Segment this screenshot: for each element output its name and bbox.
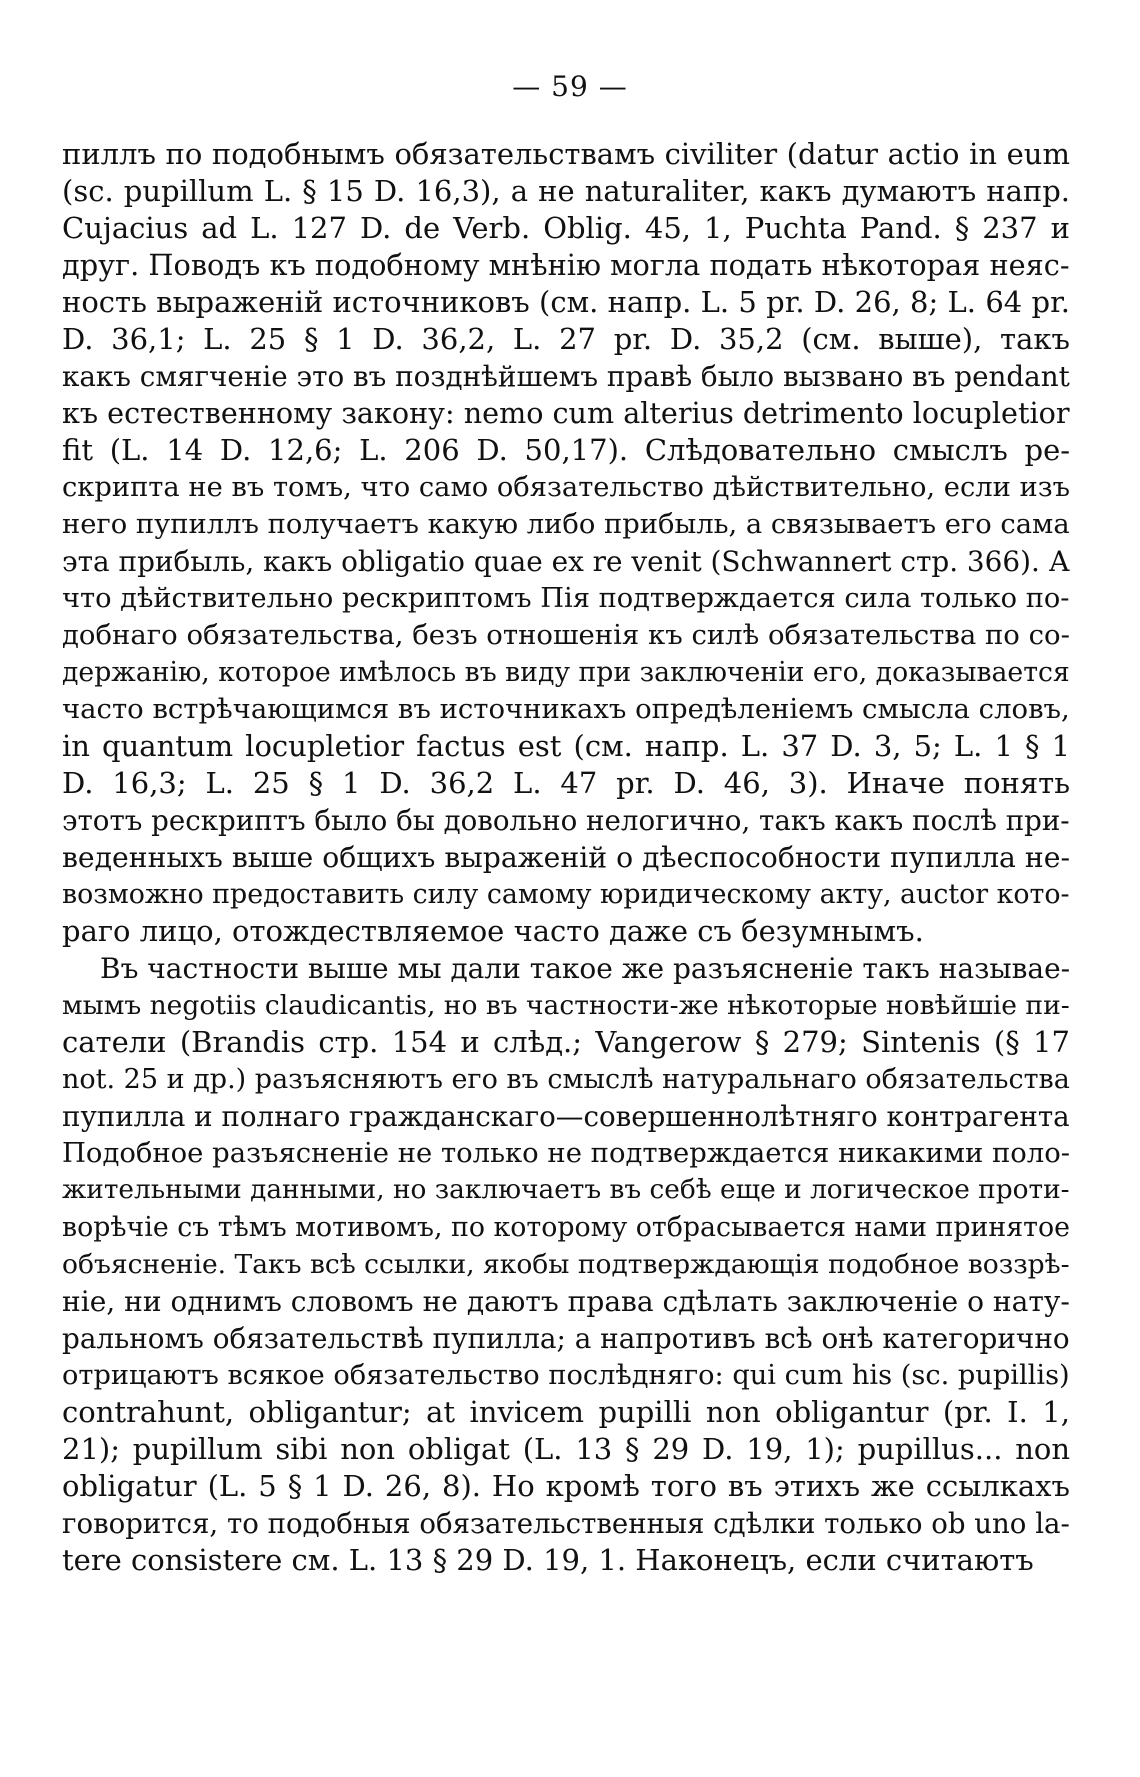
text-line: ворѣчіе съ тѣмъ мотивомъ, по которому отбрасывается нами принятое (62, 1212, 1070, 1243)
text-line: ральномъ обязательствѣ пупилла; а напротивъ всѣ онѣ категорично (62, 1322, 1070, 1355)
text-line: (sc. pupillum L. § 15 D. 16,3), а не naturaliter, какъ думаютъ напр. (62, 174, 1070, 208)
text-line: къ естественному закону: nemo cum alterius detrimento locupletior (62, 396, 1070, 430)
text-line: добнаго обязательства, безъ отношенія къ силѣ обязательства по со- (62, 619, 1070, 651)
text-line: contrahunt, obligantur; at invicem pupilli non obligantur (pr. I. 1, (62, 1395, 1070, 1429)
page-number: — 59 — (512, 70, 628, 103)
text-line: раго лицо, отождествляемое часто даже съ безумнымъ. (62, 914, 924, 948)
text-line: этотъ рескриптъ было бы довольно нелогично, такъ какъ послѣ при- (62, 804, 1070, 837)
text-line: жительными данными, но заключаетъ въ себѣ еще и логическое проти- (62, 1175, 1070, 1205)
text-line: пиллъ по подобнымъ обязательствамъ civiliter (datur actio in eum (62, 137, 1070, 171)
text-line: друг. Поводъ къ подобному мнѣнію могла подать нѣкоторая неяс- (62, 248, 1070, 282)
text-line: D. 16,3; L. 25 § 1 D. 36,2 L. 47 pr. D. 46, 3). Иначе понять (62, 766, 1070, 800)
text-line: 21); pupillum sibi non obligat (L. 13 § 29 D. 19, 1); pupillus... non (62, 1432, 1070, 1466)
text-line: tere consistere см. L. 13 § 29 D. 19, 1. Наконецъ, если считаютъ (62, 1543, 1034, 1577)
text-line: in quantum locupletior factus est (см. напр. L. 37 D. 3, 5; L. 1 § 1 (62, 729, 1070, 763)
text-line: Подобное разъясненіе не только не подтверждается никакими поло- (62, 1138, 1070, 1169)
text-line: D. 36,1; L. 25 § 1 D. 36,2, L. 27 pr. D. 35,2 (см. выше), такъ (62, 322, 1070, 356)
text-line: говорится, то подобныя обязательственныя сдѣлки только ob uno la- (62, 1507, 1070, 1540)
text-line: отрицаютъ всякое обязательство послѣдняго: qui cum his (sc. pupillis) (62, 1360, 1070, 1391)
text-line: какъ смягченіе это въ позднѣйшемъ правѣ было вызвано въ pendant (62, 360, 1070, 393)
body-text (62, 136, 1070, 1579)
text-line: возможно предоставить силу самому юридическому акту, auctor кото- (62, 879, 1070, 910)
text-line: эта прибыль, какъ obligatio quae ex re venit (Schwannert стр. 366). А (62, 545, 1070, 578)
text-line: ность выраженій источниковъ (см. напр. L. 5 pr. D. 26, 8; L. 64 pr. (62, 285, 1070, 319)
text-line: Въ частности выше мы дали такое же разъясненіе такъ называе- (100, 952, 1070, 985)
paragraph-2 (62, 950, 1070, 1579)
text-line: держанію, которое имѣлось въ виду при заключеніи его, доказывается (62, 657, 1070, 688)
text-line: мымъ negotiis claudicantis, но въ частности-же нѣкоторые новѣйшіе пи- (62, 990, 1070, 1021)
text-line: скрипта не въ томъ, что само обязательство дѣйствительно, если изъ (62, 472, 1070, 503)
text-line: obligatur (L. 5 § 1 D. 26, 8). Но кромѣ того въ этихъ же ссылкахъ (62, 1469, 1070, 1503)
text-line: ніе, ни однимъ словомъ не даютъ права сдѣлать заключеніе о нату- (62, 1285, 1070, 1318)
text-line: not. 25 и др.) разъясняютъ его въ смыслѣ натуральнаго обязательства (62, 1064, 1070, 1095)
text-line: Cujacius ad L. 127 D. de Verb. Oblig. 45, 1, Puchta Pand. § 237 и (62, 211, 1070, 245)
text-line: fit (L. 14 D. 12,6; L. 206 D. 50,17). Слѣдовательно смыслъ ре- (62, 433, 1070, 467)
text-line: часто встрѣчающимся въ источникахъ опредѣленіемъ смысла словъ, (62, 693, 1070, 725)
text-line: объясненіе. Такъ всѣ ссылки, якобы подтверждающія подобное воззрѣ- (62, 1249, 1070, 1280)
text-line: него пупиллъ получаетъ какую либо прибыль, а связываетъ его сама (62, 509, 1070, 540)
text-line: сатели (Brandis стр. 154 и слѣд.; Vangerow § 279; Sintenis (§ 17 (62, 1025, 1070, 1059)
paragraph-1 (62, 136, 1070, 950)
text-line: веденныхъ выше общихъ выраженій о дѣеспособности пупилла не- (62, 841, 1070, 874)
text-line: что дѣйствительно рескриптомъ Пія подтверждается сила только по- (62, 583, 1070, 614)
text-line: пупилла и полнаго гражданскаго—совершеннолѣтняго контрагента (62, 1100, 1070, 1133)
